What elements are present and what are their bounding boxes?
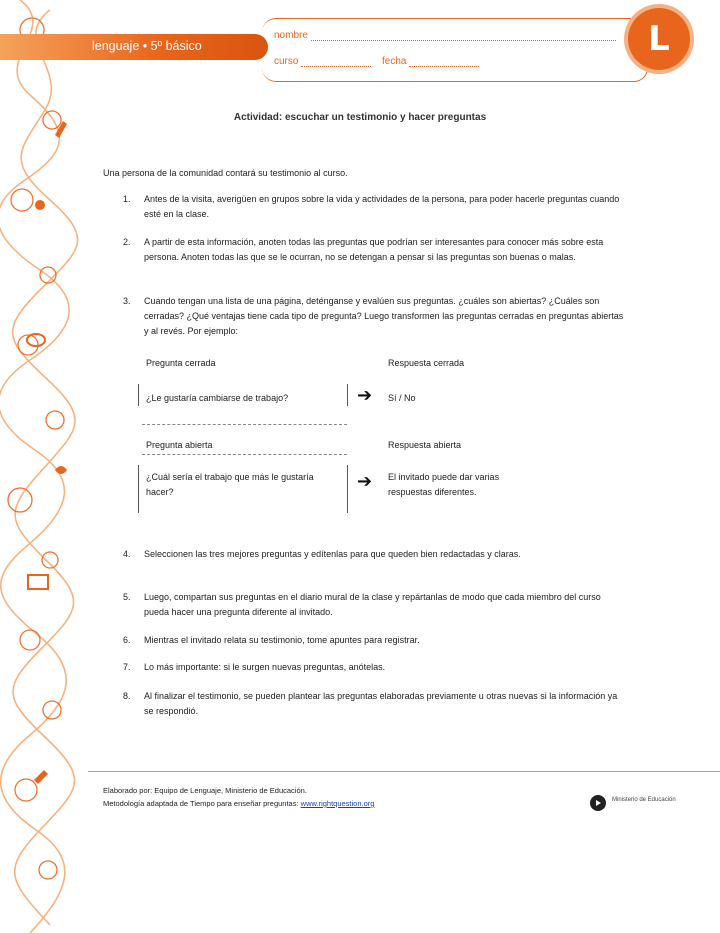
list-item: 3. Cuando tengan una lista de una página, deténganse y evalúen sus preguntas. ¿cuáles son abiertas? ¿Cuáles son cerradas? ¿Qué ventajas tiene cada tipo de pregunta? Luego transformen las preguntas cerradas en preguntas abiertas y al revés. Por ejemplo: <box>123 296 624 336</box>
palette-icon <box>35 200 45 210</box>
arrow-right-icon: ➔ <box>357 471 373 491</box>
footer-credits: Elaborado por: Equipo de Lenguaje, Ministerio de Educación. <box>103 786 307 795</box>
name-field[interactable] <box>311 31 616 41</box>
ministry-logo-icon <box>590 795 606 811</box>
name-row <box>274 30 616 41</box>
footer-methodology: Metodología adaptada de Tiempo para enseñar preguntas: www.rightquestion.org <box>103 799 375 808</box>
dashed-divider <box>142 454 347 455</box>
subject-badge <box>628 8 690 70</box>
drop-icon <box>55 466 67 474</box>
open-question-example: ¿Cuál sería el trabajo que más le gustaría hacer? <box>146 472 314 497</box>
subject-label: lenguaje • 5º básico <box>92 39 202 53</box>
list-item: 4. Seleccionen las tres mejores preguntas y edítenlas para que queden bien redactadas y claras. <box>123 549 521 559</box>
intro-text: Una persona de la comunidad contará su testimonio al curso. <box>103 168 348 178</box>
list-item: 6. Mientras el invitado relata su testimonio, tome apuntes para registrar. <box>123 635 420 645</box>
date-field[interactable] <box>409 57 479 67</box>
arrow-right-icon: ➔ <box>357 385 373 405</box>
name-label: nombre <box>274 30 308 41</box>
page-title: Actividad: escuchar un testimonio y hacer preguntas <box>233 112 487 123</box>
book-icon <box>28 575 48 589</box>
divider <box>347 465 348 513</box>
list-item: 2. A partir de esta información, anoten todas las preguntas que podrían ser interesantes para conocer más sobre esta persona. Anoten todas las que se le ocurran, no se detengan a pensar si las preguntas son buenas o malas. <box>123 237 604 262</box>
footer-divider <box>88 771 720 772</box>
list-item: 1. Antes de la visita, averigüen en grupos sobre la vida y actividades de la persona, para poder hacerle preguntas cuando esté en la clase. <box>123 194 620 219</box>
open-answer-heading: Respuesta abierta <box>388 440 462 450</box>
list-item: 5. Luego, compartan sus preguntas en el diario mural de la clase y repártanlas de modo que cada miembro del curso pueda hacer una pregunta diferente al invitado. <box>123 592 601 617</box>
closed-answer-heading: Respuesta cerrada <box>388 358 465 368</box>
course-label: curso <box>274 56 299 67</box>
badge-letter: L <box>648 19 670 59</box>
list-item: 7. Lo más importante: si le surgen nuevas preguntas, anótelas. <box>123 662 386 672</box>
microphone-icon <box>34 770 48 784</box>
date-label: fecha <box>382 56 407 67</box>
list-item: 8. Al finalizar el testimonio, se pueden plantear las preguntas elaboradas previamente u otras nuevas si la información ya se respondió. <box>123 691 618 716</box>
pencil-icon <box>55 121 67 138</box>
student-info-box <box>262 18 648 82</box>
open-answer-example: El invitado puede dar varias respuestas diferentes. <box>388 472 500 497</box>
divider <box>138 465 139 513</box>
divider <box>138 384 139 406</box>
closed-question-heading: Pregunta cerrada <box>146 358 216 368</box>
divider <box>347 384 348 406</box>
course-field[interactable] <box>301 57 371 67</box>
closed-question-example: ¿Le gustaría cambiarse de trabajo? <box>146 393 289 403</box>
open-question-heading: Pregunta abierta <box>146 440 213 450</box>
decorative-swirl-border <box>0 0 80 933</box>
dashed-divider <box>142 424 347 425</box>
closed-answer-example: Sí / No <box>388 393 416 403</box>
ministry-logo-text: Ministerio de Educación <box>612 797 676 803</box>
course-date-row <box>274 56 479 67</box>
website-link[interactable]: www.rightquestion.org <box>300 799 375 808</box>
